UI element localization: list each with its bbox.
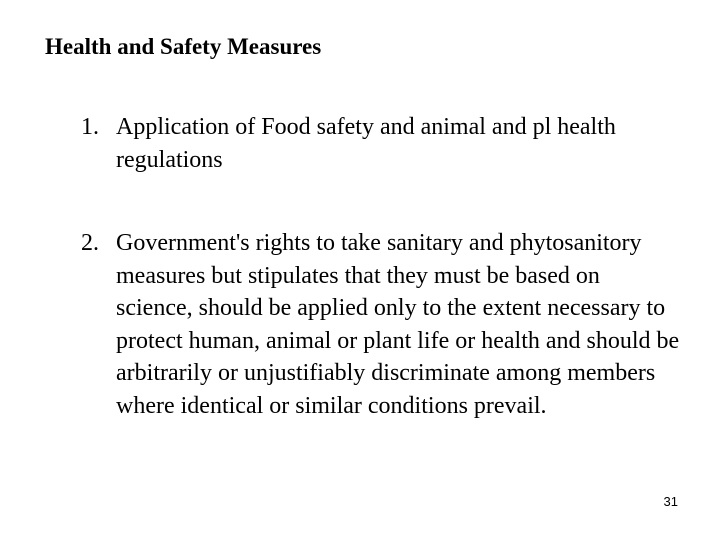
numbered-list	[81, 111, 681, 422]
list-item-number: 2.	[81, 230, 99, 256]
list-item	[81, 111, 681, 176]
list-item-number: 1.	[81, 114, 99, 140]
list-item-text: Application of Food safety and animal and pl health regulations	[116, 114, 616, 173]
slide-title: Health and Safety Measures	[45, 34, 322, 59]
list-item	[81, 227, 681, 422]
list-item-text: Government's rights to take sanitary and phytosanitory measures but stipulates that they must be based on science, should be applied only to the extent necessary to protect human, animal or plant life or health and should be arbitrarily or unjustifiably discriminate among members where identical or similar conditions prevail.	[116, 230, 680, 419]
page-number: 31	[663, 494, 678, 509]
